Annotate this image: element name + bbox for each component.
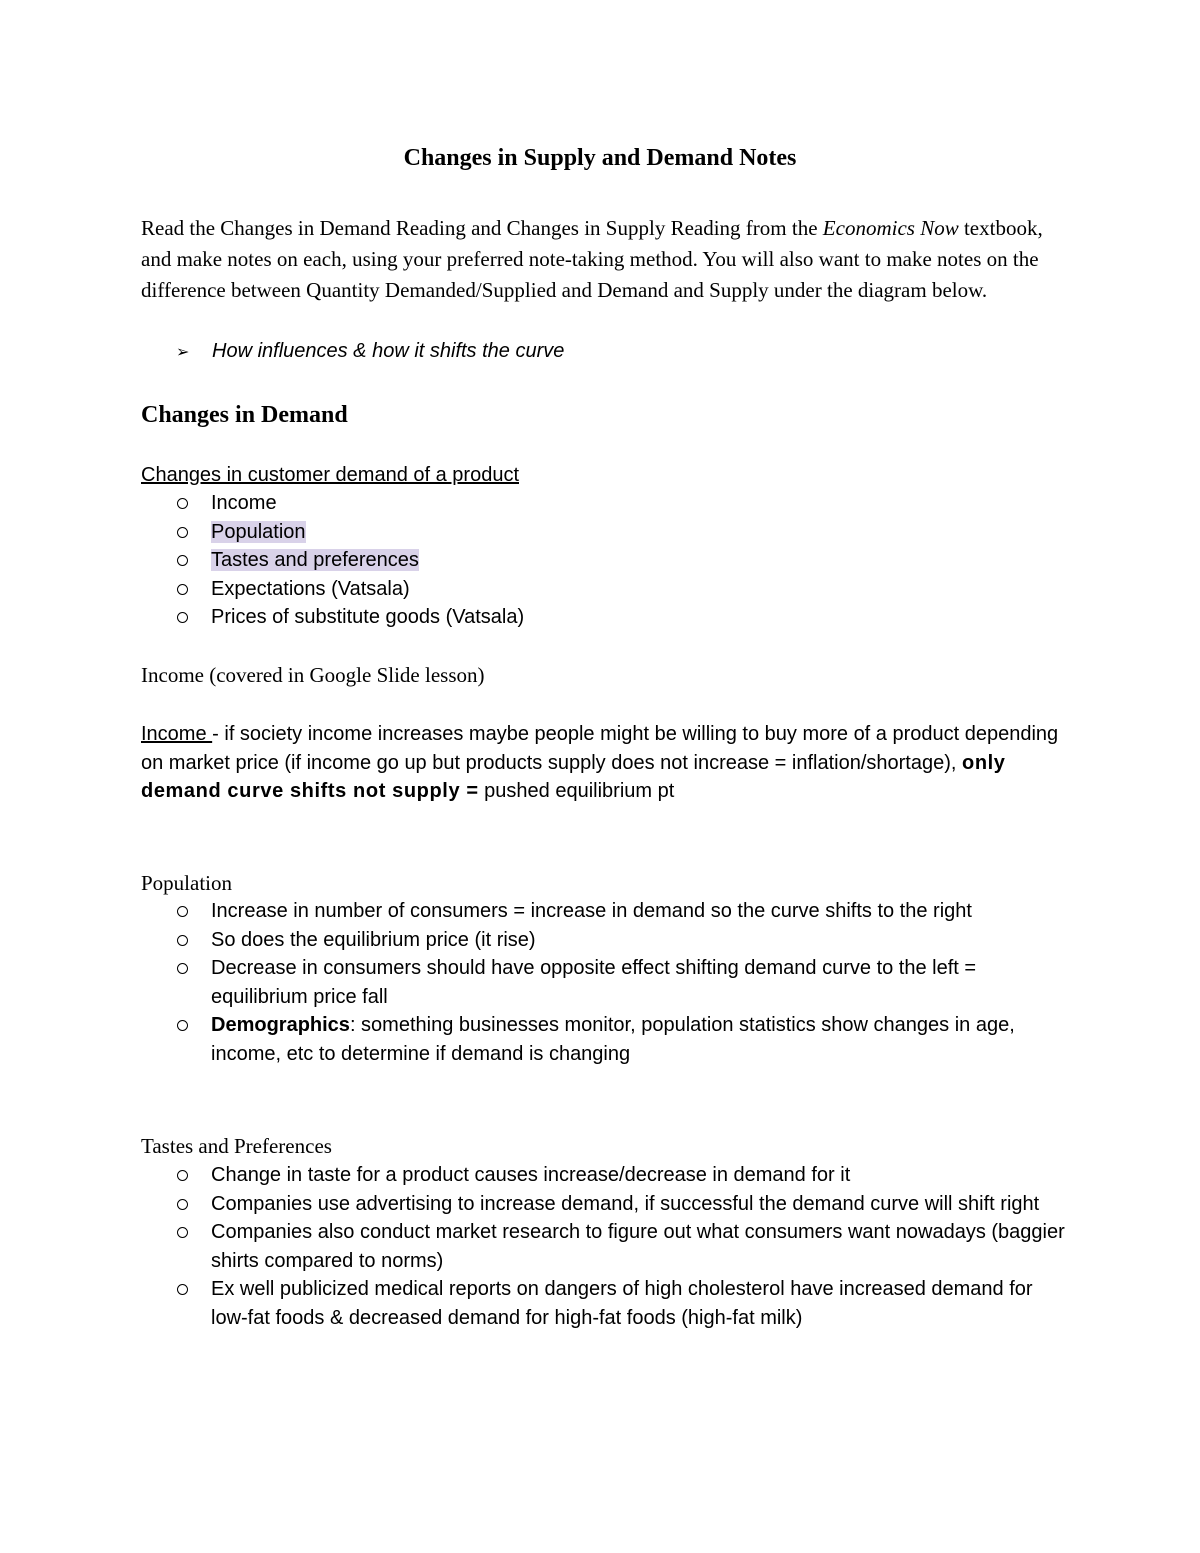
income-text-part2: pushed equilibrium pt xyxy=(478,780,675,802)
circle-bullet-icon xyxy=(177,498,188,509)
list-item: Decrease in consumers should have opposite effect shifting demand curve to the left = equilibrium price fall xyxy=(141,954,1071,1011)
highlighted-text: Tastes and preferences xyxy=(211,549,419,571)
circle-bullet-icon xyxy=(177,963,188,974)
tastes-label: Tastes and Preferences xyxy=(141,1134,332,1158)
circle-bullet-icon xyxy=(177,612,188,623)
arrow-bullet-text: How influences & how it shifts the curve xyxy=(212,340,565,362)
demand-factors-list xyxy=(141,489,1071,632)
circle-bullet-icon xyxy=(177,555,188,566)
list-item: Prices of substitute goods (Vatsala) xyxy=(141,603,1071,632)
circle-bullet-icon xyxy=(177,584,188,595)
arrow-bullet-icon: ➢ xyxy=(176,344,190,361)
income-label: Income (covered in Google Slide lesson) xyxy=(141,663,485,687)
demand-factors-heading: Changes in customer demand of a product xyxy=(141,464,519,486)
list-item: Ex well publicized medical reports on dangers of high cholesterol have increased demand for low-fat foods & decreased demand for high-fat foods (high-fat milk) xyxy=(141,1275,1071,1332)
intro-text-part2: textbook, and make notes on each, using your preferred note-taking method. You will also want to make notes on the difference between Quantity Demanded/Supplied and Demand and Supply under the diagram below. xyxy=(141,216,1043,302)
list-item: So does the equilibrium price (it rise) xyxy=(141,926,1071,955)
population-list xyxy=(141,897,1071,1068)
demographics-term: Demographics xyxy=(211,1014,350,1036)
list-item: Companies also conduct market research to figure out what consumers want nowadays (baggier shirts compared to norms) xyxy=(141,1218,1071,1275)
intro-paragraph xyxy=(141,213,1061,306)
list-item: Companies use advertising to increase demand, if successful the demand curve will shift right xyxy=(141,1190,1071,1219)
list-item xyxy=(141,546,1071,575)
circle-bullet-icon xyxy=(177,935,188,946)
list-item xyxy=(141,1011,1071,1068)
demographics-text: : something businesses monitor, population statistics show changes in age, income, etc to determine if demand is changing xyxy=(211,1014,1015,1065)
income-text-part1: - if society income increases maybe people might be willing to buy more of a product depending on market price (if income go up but products supply does not increase = inflation/shortage), xyxy=(141,723,1059,774)
list-item: Change in taste for a product causes increase/decrease in demand for it xyxy=(141,1161,1071,1190)
circle-bullet-icon xyxy=(177,1170,188,1181)
circle-bullet-icon xyxy=(177,1227,188,1238)
intro-text-part1: Read the Changes in Demand Reading and Changes in Supply Reading from the xyxy=(141,216,823,240)
tastes-list xyxy=(141,1161,1071,1332)
list-item: Increase in number of consumers = increase in demand so the curve shifts to the right xyxy=(141,897,1071,926)
population-label: Population xyxy=(141,871,233,895)
highlighted-text: Population xyxy=(211,520,306,543)
list-item xyxy=(141,518,1071,547)
income-paragraph xyxy=(141,720,1061,806)
circle-bullet-icon xyxy=(177,906,188,917)
list-item: Expectations (Vatsala) xyxy=(141,575,1071,604)
list-item: Income xyxy=(141,489,1071,518)
income-term: Income xyxy=(141,723,213,745)
circle-bullet-icon xyxy=(177,527,188,538)
circle-bullet-icon xyxy=(177,1284,188,1295)
circle-bullet-icon xyxy=(177,1199,188,1210)
page-title: Changes in Supply and Demand Notes xyxy=(403,145,797,171)
income-bold-text: only demand curve shifts not supply = xyxy=(141,751,1006,802)
circle-bullet-icon xyxy=(177,1020,188,1031)
arrow-bullet-item xyxy=(176,337,564,367)
intro-textbook-title: Economics Now xyxy=(822,216,959,240)
section-heading-changes-in-demand: Changes in Demand xyxy=(141,402,348,428)
